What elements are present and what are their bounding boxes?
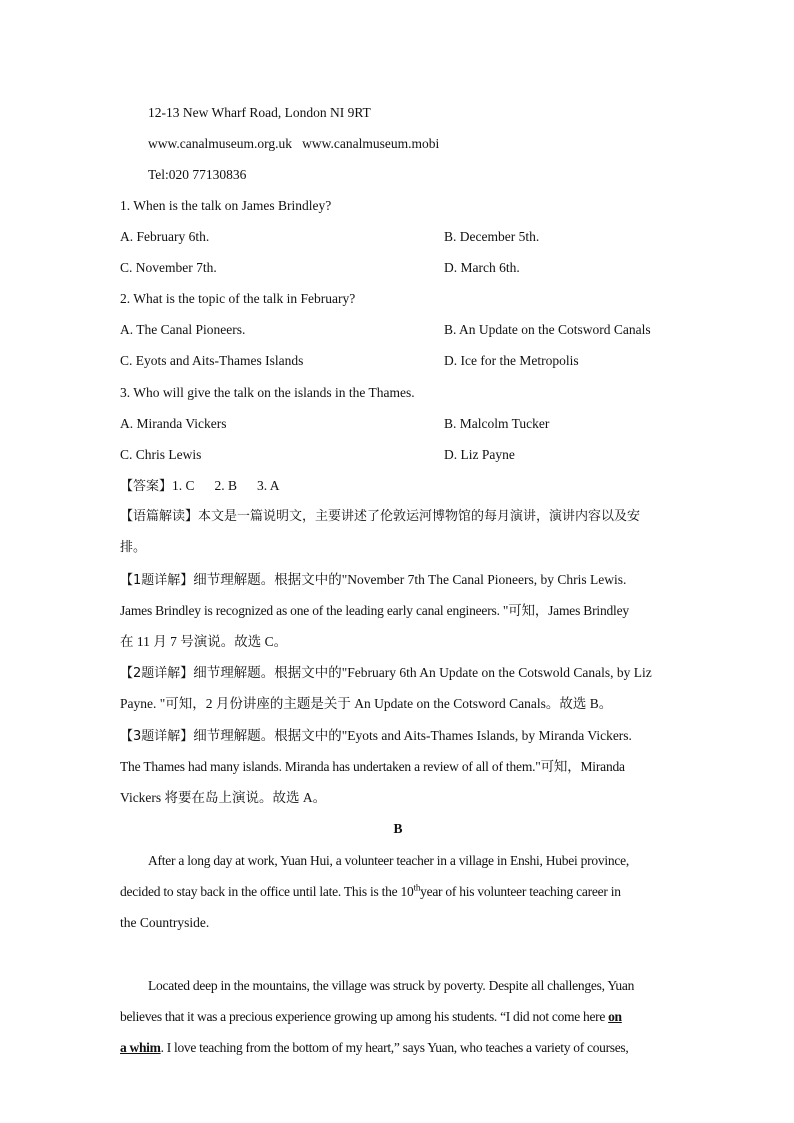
p1-line-2-text-b: year of his volunteer teaching career in: [420, 884, 621, 899]
section-b-p1-line-3: the Countryside.: [120, 915, 210, 930]
detail-2-label: 【2题详解】: [120, 666, 194, 681]
q2-option-a: A. The Canal Pioneers.: [120, 322, 246, 337]
address-street: 12-13 New Wharf Road, London NI 9RT: [148, 105, 371, 120]
question-2-row-2: [120, 351, 676, 371]
p2-phrase-part-1: on: [608, 1009, 622, 1024]
q1-option-b: B. December 5th.: [444, 229, 540, 244]
section-b-p1-line-1: After a long day at work, Yuan Hui, a volunteer teacher in a village in Enshi, Hubei province,: [148, 853, 629, 868]
question-1: 1. When is the talk on James Brindley?: [120, 198, 332, 213]
section-b-p2-line-1: Located deep in the mountains, the village was struck by poverty. Despite all challenges, Yuan: [148, 978, 635, 993]
q3-option-a: A. Miranda Vickers: [120, 416, 227, 431]
p2-line-3-text: . I love teaching from the bottom of my heart,” says Yuan, who teaches a variety of courses,: [160, 1040, 629, 1055]
q1-option-a: A. February 6th.: [120, 229, 210, 244]
answer-1: 1. C: [172, 478, 195, 493]
q1-option-c: C. November 7th.: [120, 260, 217, 275]
analysis-text-1: 本文是一篇说明文，主要讲述了伦敦运河博物馆的每月演讲，演讲内容以及安: [198, 509, 641, 524]
question-3-row-1: [120, 414, 676, 434]
question-2: 2. What is the topic of the talk in February?: [120, 291, 356, 306]
p2-phrase-part-2: a whim: [120, 1040, 161, 1055]
q2-option-c: C. Eyots and Aits-Thames Islands: [120, 353, 304, 368]
section-b-p1-line-2: [120, 882, 676, 902]
detail-3-label: 【3题详解】: [120, 729, 194, 744]
p1-line-2-text-a: decided to stay back in the office until late. This is the 10: [120, 884, 414, 899]
q2-option-d: D. Ice for the Metropolis: [444, 353, 579, 368]
q3-option-c: C. Chris Lewis: [120, 447, 202, 462]
detail-3-line-2: The Thames had many islands. Miranda has undertaken a review of all of them."可知，Miranda: [120, 759, 625, 774]
detail-3-text-1: 细节理解题。根据文中的"Eyots and Aits-Thames Islands, by Miranda Vickers.: [193, 728, 632, 743]
section-b-p2-line-3: [120, 1038, 676, 1058]
detail-3-line-1: [120, 726, 676, 747]
answer-line: [120, 476, 676, 497]
question-3-row-2: [120, 445, 676, 465]
question-3: 3. Who will give the talk on the islands in the Thames.: [120, 385, 415, 400]
analysis-line-1: [120, 507, 676, 527]
q3-option-d: D. Liz Payne: [444, 447, 515, 462]
analysis-line-2: 排。: [120, 540, 147, 555]
detail-1-text-1: 细节理解题。根据文中的"November 7th The Canal Pioneers, by Chris Lewis.: [193, 572, 627, 587]
detail-1-label: 【1题详解】: [120, 573, 194, 588]
q1-option-d: D. March 6th.: [444, 260, 520, 275]
detail-2-line-2: Payne. "可知，2 月份讲座的主题是关于 An Update on the Cotsword Canals。故选 B。: [120, 696, 613, 711]
p2-line-2-text: believes that it was a precious experience growing up among his students. “I did not come here: [120, 1009, 609, 1024]
detail-1-line-3: 在 11 月 7 号演说。故选 C。: [120, 634, 288, 649]
question-1-row-1: [120, 227, 676, 247]
answer-2: 2. B: [214, 478, 238, 493]
question-2-row-1: [120, 320, 676, 340]
answer-3: 3. A: [257, 478, 280, 493]
address-websites: [148, 134, 704, 154]
answer-label: 【答案】: [120, 479, 173, 494]
website-mobi: www.canalmuseum.mobi: [302, 136, 440, 151]
analysis-label: 【语篇解读】: [120, 509, 199, 524]
q3-option-b: B. Malcolm Tucker: [444, 416, 550, 431]
detail-2-line-1: [120, 663, 676, 684]
q2-option-b: B. An Update on the Cotsword Canals: [444, 322, 651, 337]
website-org: www.canalmuseum.org.uk: [148, 136, 292, 151]
p1-superscript: th: [413, 882, 421, 893]
address-tel: Tel:020 77130836: [148, 167, 247, 182]
question-1-row-2: [120, 258, 676, 278]
detail-1-line-2: James Brindley is recognized as one of the leading early canal engineers. "可知，James Brindley: [120, 603, 629, 618]
section-b-heading: B: [393, 821, 403, 836]
section-b-p2-line-2: [120, 1007, 676, 1027]
detail-1-line-1: [120, 570, 676, 591]
detail-3-line-3: Vickers 将要在岛上演说。故选 A。: [120, 790, 327, 805]
detail-2-text-1: 细节理解题。根据文中的"February 6th An Update on the Cotswold Canals, by Liz: [193, 665, 652, 680]
